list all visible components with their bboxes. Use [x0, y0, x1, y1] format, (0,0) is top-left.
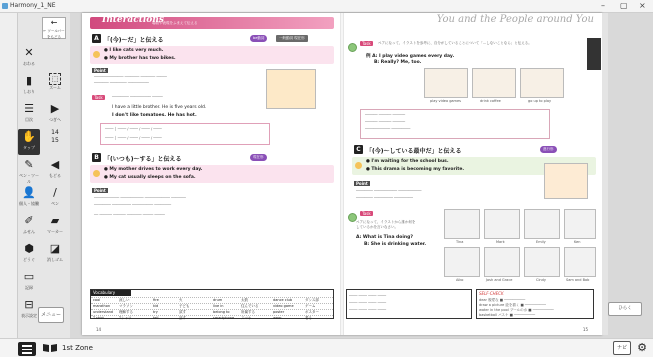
- open-side-button[interactable]: ひらく: [608, 302, 642, 316]
- vocab-row: marathon マラソン kid 子ども live in 住んでいる video game ゲーム: [91, 303, 333, 308]
- point-c-text-2: ──────── ───────── ─────────: [356, 196, 414, 200]
- pen-icon: ✎: [24, 158, 34, 171]
- list-icon: ☰: [24, 102, 34, 115]
- section-b-number: B: [92, 153, 101, 162]
- tap-button[interactable]: ✋ タップ: [18, 129, 40, 155]
- illustration-grid-item: [484, 247, 520, 277]
- page-number-button[interactable]: [44, 129, 66, 155]
- point-b-text-2: ──────── ───────── ────────── ────────: [94, 203, 172, 207]
- hamburger-icon: [22, 345, 32, 347]
- banner-title: Interactions: [102, 15, 164, 25]
- tools-button[interactable]: ⬢ どうぐ: [23, 242, 35, 262]
- vocab-row: understand 理解する try 試す belong to 所属する poster ポスター: [91, 309, 333, 314]
- self-check-box: SELF-CHECK dear 親愛な ■ ────────── draw a picture 絵を描く ■ ────────── water in the pool プールの水 ■ ────────── basketball バスケ ■ ──────────: [476, 289, 594, 319]
- example-c1: ● I'm waiting for the school bus.: [366, 159, 449, 164]
- navi-button[interactable]: ナビ: [613, 341, 631, 355]
- example-a2: ● My brother has two bikes.: [104, 56, 176, 61]
- back-icon: ◀: [50, 158, 60, 171]
- page-number-left: 14: [96, 327, 102, 332]
- task-line1: I have a little brother. He is five years old.: [112, 105, 207, 110]
- textbook-spread: [82, 13, 602, 335]
- left-rail: [0, 13, 18, 338]
- left-page: [82, 13, 340, 335]
- task-line2: I don't like tomatoes. He has hot.: [112, 113, 197, 118]
- eraser-icon: ◪: [49, 242, 61, 255]
- vocab-row: cool 涼しい fire 火 drum 太鼓 dance club ダンス部: [91, 297, 333, 302]
- minimize-button[interactable]: –: [601, 1, 605, 10]
- page-icon: 14 15: [51, 129, 59, 144]
- illustration-bus-stop: [544, 163, 588, 199]
- next-button[interactable]: ▶ つぎへ: [49, 102, 61, 122]
- users-icon: 👤: [22, 186, 36, 199]
- section-a-pill: be動詞: [250, 35, 267, 42]
- page-edge: [602, 13, 608, 335]
- pencil-icon: /: [53, 186, 57, 199]
- section-a-pill2: 一般動詞 現在形: [276, 35, 308, 42]
- toolbar: [18, 13, 70, 338]
- chapter-tab[interactable]: [587, 38, 601, 70]
- illustration-grid-item: [444, 209, 480, 239]
- illustration-person: [266, 69, 316, 109]
- zone-label: 1st Zone: [62, 344, 93, 352]
- speaker-icon-c[interactable]: [355, 162, 362, 169]
- task-wordbox: ──── │ ──── / ──── / ──── / ──── ──── │ ──── / ──── / ──── / ────: [100, 123, 270, 145]
- section-b-pill: 現在形: [250, 154, 267, 161]
- illustration-grid-item: [524, 209, 560, 239]
- bookmark-button[interactable]: ▮ しおり: [23, 74, 35, 94]
- vocab-table-right: ──── ──── ──── ──── ──── ──── ──── ──── ──── ──── ──── ────: [346, 289, 472, 319]
- arrow-left-icon: ←: [50, 18, 58, 27]
- bottom-bar: [0, 338, 653, 357]
- illustration-coffee: [472, 68, 516, 98]
- marker-icon: ▰: [50, 214, 60, 227]
- pen-button[interactable]: / ペン: [44, 185, 66, 211]
- task2-label: Task: [362, 211, 371, 216]
- section-b-title: 「(いつも)〜する」と伝える: [104, 156, 182, 163]
- zoom-icon: ⬚: [49, 73, 61, 85]
- illustration-grid-item: [524, 247, 560, 277]
- toolbar-return-button[interactable]: ← ← ツールバーをもどる: [43, 18, 65, 39]
- menu-button[interactable]: メニュー: [38, 307, 64, 323]
- back-button[interactable]: ◀ もどる: [49, 158, 61, 178]
- example-b2: ● My cat usually sleeps on the sofa.: [104, 175, 196, 180]
- point-b-text: ──────────── ─────────── ──────────── ───────: [94, 196, 186, 200]
- task-label: Task: [94, 95, 103, 100]
- page-number-right: 15: [582, 327, 588, 332]
- sticky-button[interactable]: ✐ ふせん: [23, 214, 35, 234]
- task-label-right: Task: [362, 41, 371, 46]
- point-label-c: Point: [356, 181, 368, 186]
- gear-icon[interactable]: ⚙: [637, 341, 647, 354]
- open-book-icon: [42, 343, 58, 353]
- example-a1: ● I like cats very much.: [104, 48, 164, 53]
- task2-answer: B: She is drinking water.: [364, 242, 427, 247]
- point-text-2: ─────── ──────── ──────────: [94, 81, 149, 85]
- point-label-b: Point: [94, 188, 106, 193]
- display-settings-button[interactable]: ⊟ 表示設定: [21, 298, 37, 318]
- hamburger-menu-button[interactable]: [18, 342, 36, 356]
- zoom-button[interactable]: ⬚ ズーム: [49, 75, 61, 90]
- vocabulary-table: [90, 289, 334, 319]
- task-answer: B: Really? Me, too.: [374, 60, 422, 65]
- illustration-grid-item: [564, 209, 596, 239]
- tools-icon: ⬢: [24, 242, 34, 255]
- section-a-title: 「(今)〜だ」と伝える: [104, 37, 164, 44]
- vocab-row: T-shirt Tシャツ tell 話す smartphone スマホ wear 着る: [91, 315, 333, 320]
- task2-intro: ペアになって、イラストから誰か何をしているかを言いなさい。: [356, 220, 416, 229]
- close-icon: ✕: [24, 46, 34, 59]
- close-window-button[interactable]: ×: [639, 1, 646, 10]
- contents-button[interactable]: ☰ 目次: [18, 101, 40, 127]
- maximize-button[interactable]: ▢: [620, 1, 628, 10]
- illustration-grid-item: [444, 247, 480, 277]
- dialogue-box: ────── ────── ────── ────── ────── ────── ──────────── ─────────: [360, 109, 550, 139]
- eraser-button[interactable]: ◪ 消しゴム: [47, 242, 63, 262]
- banner-subtitle: 場面や表現をふまえて伝える: [152, 21, 198, 25]
- point-label: Point: [94, 68, 106, 73]
- pair-icon: [348, 43, 357, 52]
- task-intro: ペアになって、イラストを参考に、自分がしていることについて「…しないことなら」と伝える。: [378, 41, 532, 45]
- illustration-play: [520, 68, 564, 98]
- sticky-icon: ✐: [24, 214, 34, 227]
- section-a-number: A: [92, 34, 101, 43]
- close-book-button[interactable]: ✕ おわる: [23, 46, 35, 66]
- speaker-icon[interactable]: [93, 51, 100, 58]
- illustration-grid-item: [484, 209, 520, 239]
- record-button[interactable]: ▭ 記録: [18, 269, 40, 295]
- task-instruction: ──────── ────────── ─────: [112, 95, 163, 99]
- point-b-text-3: ── ────── ────── ─────── ───── ─────: [94, 213, 165, 217]
- example-b1: ● My mother drives to work every day.: [104, 167, 203, 172]
- section-c-pill: 進行形: [540, 146, 557, 153]
- example-c2: ● This drama is becoming my favorite.: [366, 167, 465, 172]
- collab-button[interactable]: 👤 個人・協働: [19, 186, 39, 206]
- speaker-icon-b[interactable]: [93, 170, 100, 177]
- title-bar: [0, 0, 653, 13]
- point-text: ────────────── ─────── ─────── ─────: [94, 75, 167, 79]
- window-title: Harmony_1_NE: [10, 2, 56, 9]
- app-icon: [2, 3, 8, 9]
- marker-button[interactable]: ▰ マーカー: [47, 214, 63, 234]
- task2-example: A: What is Tina doing?: [356, 235, 413, 240]
- right-page: You and the People around You Task ペアになって、イラストを参考に、自分がしていることについて「…しないことなら」と伝える。 例 A: I play video games every day. B: Really? Me, too. play video games drink coffee go up to play ────── ────── ────── ────── ────── ────── ──────────── ───────── C 「(今)〜している最中だ」と伝える 進行形 ● I'm waiting for the school bus. ● This drama is becoming my favorite. Point ──────── ─────────── ─────────── ──────── ───────── ───────── Task ペアになって、イラストから誰か何をしているかを言いなさい。 A: What is Tina doing? B: She is drinking water. Tina Mark Emily Ken Aiko Josh and Grace Cindy Sam and Bob SELF-CHECK dear 親愛な ■ ────────── draw a picture 絵を描く ■ ────────── water in the pool プールの水 ■ ────────── basketball バスケ ■ ────────── ──── ──── ──── ──── ──── ──── ──── ──── ──── ──── ──── ──── 15: [344, 13, 602, 335]
- illustration-video-games: [424, 68, 468, 98]
- illustration-grid-item: [564, 247, 596, 277]
- pen-tool-button[interactable]: ✎ ペン・ツール: [19, 158, 39, 184]
- point-c-text: ──────── ─────────── ───────────: [356, 189, 422, 193]
- vocabulary-header: Vocabulary: [91, 290, 131, 296]
- record-icon: ▭: [23, 270, 35, 283]
- play-icon: ▶: [50, 102, 60, 115]
- display-icon: ⊟: [24, 298, 34, 311]
- task-example: 例 A: I play video games every day.: [366, 54, 455, 59]
- page-heading: You and the People around You: [436, 14, 594, 25]
- bookmark-icon: ▮: [25, 74, 33, 87]
- section-c-title: 「(今)〜している最中だ」と伝える: [366, 148, 462, 155]
- section-c-number: C: [354, 145, 363, 154]
- hand-icon: ✋: [22, 130, 36, 143]
